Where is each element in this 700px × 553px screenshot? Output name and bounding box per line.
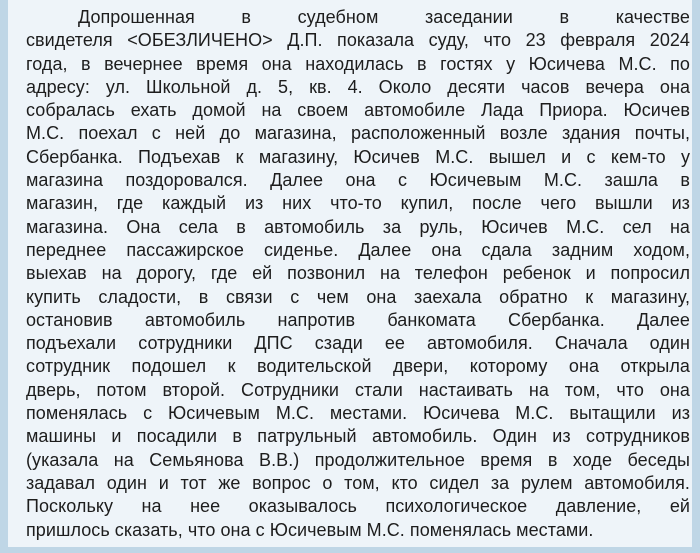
paragraph-line: магазин, где каждый из них что-то купил, после чего вышли из [26,193,690,214]
testimony-paragraph [26,6,690,542]
paragraph-line: (указала на Семьянова В.В.) продолжительное время в ходе беседы [26,449,690,470]
paragraph-line: Поскольку на нее оказывалось психологическое давление, ей [26,496,690,517]
paragraph-line: М.С. поехал с ней до магазина, расположенный возле здания почты, [26,123,690,144]
paragraph-line: собралась ехать домой на своем автомобиле Лада Приора. Юсичев [26,100,690,121]
paragraph-line: Допрошенная в судебном заседании в качестве [78,7,690,27]
paragraph-line: выехав на дорогу, где ей позвонил на телефон ребенок и попросил [26,263,690,284]
paragraph-line: дверь, потом второй. Сотрудники стали настаивать на том, что она [26,379,690,400]
paragraph-line: Сбербанка. Подъехав к магазину, Юсичев М.С. вышел и с кем-то у [26,146,690,167]
paragraph-line: адресу: ул. Школьной д. 5, кв. 4. Около десяти часов вечера она [26,76,690,97]
paragraph-line: магазина поздоровался. Далее она с Юсичевым М.С. зашла в [26,170,690,191]
paragraph-line: поменялась с Юсичевым М.С. местами. Юсичева М.С. вытащили из [26,403,690,424]
paragraph-line: магазина. Она села в автомобиль за руль, Юсичев М.С. сел на [26,216,690,237]
paragraph-line: подъехали сотрудники ДПС сзади ее автомобиля. Сначала один [26,333,690,354]
paragraph-line: сотрудник подошел к водительской двери, которому она открыла [26,356,690,377]
paragraph-line: остановив автомобиль напротив банкомата Сбербанка. Далее [26,309,690,330]
paragraph-line: пришлось сказать, что она с Юсичевым М.С. поменялась местами. [26,519,594,540]
paragraph-line: купить сладости, в связи с чем она заехала обратно к магазину, [26,286,690,307]
paragraph-line: свидетеля <ОБЕЗЛИЧЕНО> Д.П. показала суду, что 23 февраля 2024 [26,30,690,51]
paragraph-line: задавал один и тот же вопрос о том, кто сидел за рулем автомобиля. [26,472,690,493]
paragraph-line: переднее пассажирское сиденье. Далее она сдала задним ходом, [26,239,690,260]
paragraph-line: машины и посадили в патрульный автомобиль. Один из сотрудников [26,426,690,447]
paragraph-line: года, в вечернее время она находилась в гостях у Юсичева М.С. по [26,53,690,74]
